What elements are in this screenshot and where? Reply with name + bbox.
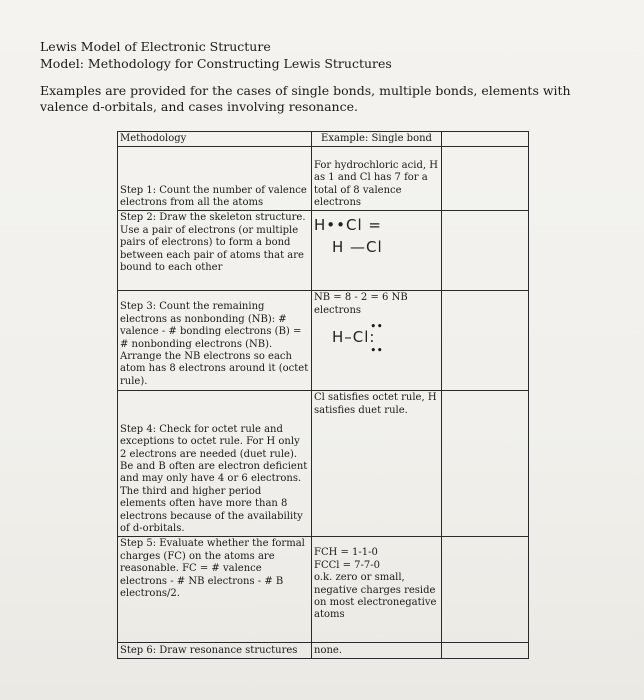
table-row-step6 bbox=[118, 643, 529, 659]
page-title: Lewis Model of Electronic Structure bbox=[40, 39, 271, 54]
handwritten-line-bond: H —Cl bbox=[332, 238, 383, 257]
intro-paragraph: Examples are provided for the cases of single bonds, multiple bonds, elements with valence d-orbitals, and cases involving resonance. bbox=[40, 83, 571, 114]
table-row-step1 bbox=[118, 147, 529, 211]
step4-blank bbox=[442, 391, 529, 537]
table-row-step4 bbox=[118, 391, 529, 537]
fc-hydrogen: FCH = 1-1-0 bbox=[314, 547, 378, 559]
step5-text: Step 5: Evaluate whether the formal charges (FC) on the atoms are reasonable. FC = # valence electrons - # NB electrons - # B electrons/2. bbox=[118, 537, 312, 643]
handwritten-lewis-text: H–Cl: bbox=[332, 328, 376, 347]
step1-text: Step 1: Count the number of valence electrons from all the atoms bbox=[118, 147, 312, 211]
lewis-structure-hcl bbox=[332, 320, 383, 358]
table-row-step2 bbox=[118, 211, 529, 291]
step5-blank bbox=[442, 537, 529, 643]
fc-evaluation: o.k. zero or small, negative charges reside on most electronegative atoms bbox=[314, 572, 437, 621]
step6-example: none. bbox=[312, 643, 442, 659]
fc-chlorine: FCCl = 7-7-0 bbox=[314, 559, 381, 571]
lone-pair-dots-top: •• bbox=[370, 320, 383, 334]
methodology-header: Methodology bbox=[118, 132, 312, 147]
model-title: Model: Methodology for Constructing Lewis Structures bbox=[40, 56, 392, 71]
step3-example bbox=[312, 291, 442, 391]
step3-nb-count: NB = 8 - 2 = 6 NB electrons bbox=[314, 292, 408, 316]
step6-blank bbox=[442, 643, 529, 659]
step3-text: Step 3: Count the remaining electrons as nonbonding (NB): # valence - # bonding electrons (B) = # nonbonding electrons (NB). Arrange the NB electrons so each atom has 8 electrons around it (octet rule). bbox=[118, 291, 312, 391]
header bbox=[40, 38, 392, 72]
step2-text: Step 2: Draw the skeleton structure. Use a pair of electrons (or multiple pairs of electrons) to form a bond between each pair of atoms that are bound to each other bbox=[118, 211, 312, 291]
lone-pair-dots-bottom: •• bbox=[370, 344, 383, 358]
step2-blank bbox=[442, 211, 529, 291]
step4-example: Cl satisfies octet rule, H satisfies duet rule. bbox=[312, 391, 442, 537]
handwritten-dot-bond: H••Cl = bbox=[314, 216, 382, 235]
example-header: Example: Single bond bbox=[312, 132, 442, 147]
step2-example bbox=[312, 211, 442, 291]
step1-blank bbox=[442, 147, 529, 211]
methodology-table bbox=[117, 131, 529, 659]
step4-text: Step 4: Check for octet rule and exceptions to octet rule. For H only 2 electrons are needed (duet rule). Be and B often are electron deficient and may only have 4 or 6 electrons. The third and higher period elements often have more than 8 electrons because of the availability of d-orbitals. bbox=[118, 391, 312, 537]
table-row-step5 bbox=[118, 537, 529, 643]
step6-text: Step 6: Draw resonance structures bbox=[118, 643, 312, 659]
step5-example bbox=[312, 537, 442, 643]
table-row-step3 bbox=[118, 291, 529, 391]
step1-example: For hydrochloric acid, H as 1 and Cl has 7 for a total of 8 valence electrons bbox=[312, 147, 442, 211]
step3-blank bbox=[442, 291, 529, 391]
table-header-row bbox=[118, 132, 529, 147]
blank-header bbox=[442, 132, 529, 147]
